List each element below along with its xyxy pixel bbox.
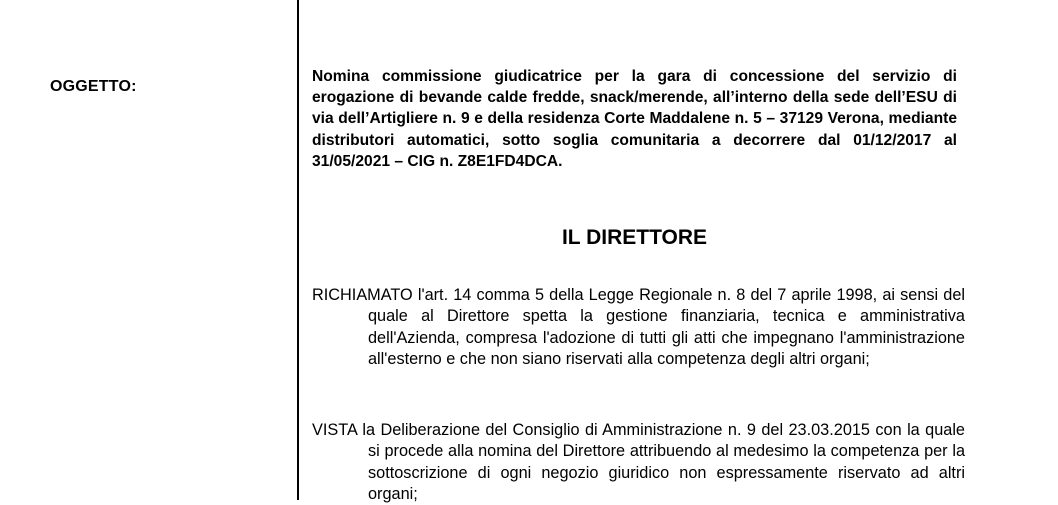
subject-label: OGGETTO: xyxy=(50,78,137,95)
subject-text: Nomina commissione giudicatrice per la gara di concessione del servizio di erogazione di bevande calde fredde, snack/merende, all’interno della sede dell’ESU di via dell’Artigliere n. 9 e della residenza Corte Maddalene n. 5 – 37129 Verona, mediante distributori automatici, sotto soglia comunitaria a decorrere dal 01/12/2017 al 31/05/2021 – CIG n. Z8E1FD4DCA. xyxy=(312,68,957,170)
column-divider xyxy=(297,0,299,500)
section-heading: IL DIRETTORE xyxy=(561,226,708,249)
paragraph-richiamato: RICHIAMATO l'art. 14 comma 5 della Legge Regionale n. 8 del 7 aprile 1998, ai sensi del quale al Direttore spetta la gestione finanziaria, tecnica e amministrativa dell'Azienda, compresa l'adozione di tutti gli atti che impegnano l'amministrazione all'esterno e che non siano riservati alla competenza degli altri organi; xyxy=(312,286,965,368)
paragraph-vista: VISTA la Deliberazione del Consiglio di Amministrazione n. 9 del 23.03.2015 con la quale si procede alla nomina del Direttore attribuendo al medesimo la competenza per la sottoscrizione di ogni negozio giuridico non espressamente riservato ad altri organi; xyxy=(312,421,965,503)
